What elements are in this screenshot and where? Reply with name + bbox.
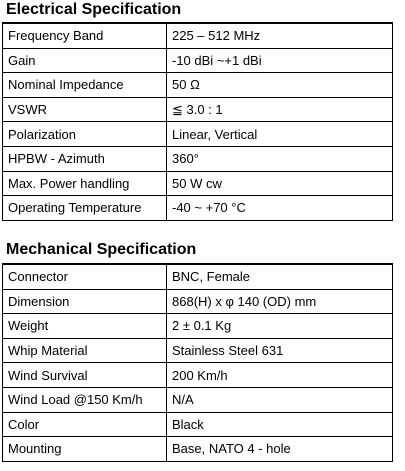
spec-value: BNC, Female [167,264,393,289]
table-row [3,437,393,462]
spec-label: Connector [3,264,167,289]
spec-value: 50 Ω [167,73,393,98]
spec-label: Gain [3,48,167,73]
spec-label: Color [3,412,167,437]
table-row [3,48,393,73]
spec-value: Black [167,412,393,437]
spec-label: Weight [3,314,167,339]
spec-label: Mounting [3,437,167,462]
table-row [3,264,393,289]
table-row [3,412,393,437]
table-row [3,97,393,122]
spec-label: Frequency Band [3,23,167,48]
spec-value: Linear, Vertical [167,122,393,147]
spec-label: Nominal Impedance [3,73,167,98]
table-row [3,314,393,339]
table-row [3,23,393,48]
spec-label: VSWR [3,97,167,122]
electrical-spec-table [2,22,393,221]
table-row [3,338,393,363]
table-row [3,196,393,221]
spec-value: 50 W cw [167,171,393,196]
mechanical-spec-heading: Mechanical Specification [6,241,197,258]
electrical-spec-heading: Electrical Specification [6,1,182,18]
spec-value: N/A [167,387,393,412]
mechanical-spec-table [2,263,393,462]
spec-value: -40 ~ +70 °C [167,196,393,221]
spec-value: 868(H) x φ 140 (OD) mm [167,289,393,314]
table-row [3,289,393,314]
spec-value: 360° [167,146,393,171]
spec-value: 225 – 512 MHz [167,23,393,48]
table-row [3,387,393,412]
spec-label: Max. Power handling [3,171,167,196]
spec-label: HPBW - Azimuth [3,146,167,171]
spec-value: 2 ± 0.1 Kg [167,314,393,339]
table-row [3,122,393,147]
spec-label: Whip Material [3,338,167,363]
spec-label: Wind Survival [3,363,167,388]
spec-value: Stainless Steel 631 [167,338,393,363]
table-row [3,146,393,171]
spec-label: Wind Load @150 Km/h [3,387,167,412]
spec-label: Polarization [3,122,167,147]
spec-value: ≦ 3.0 : 1 [167,97,393,122]
table-row [3,363,393,388]
spec-value: 200 Km/h [167,363,393,388]
spec-value: Base, NATO 4 - hole [167,437,393,462]
spec-label: Dimension [3,289,167,314]
spec-value: -10 dBi ~+1 dBi [167,48,393,73]
table-row [3,73,393,98]
spec-label: Operating Temperature [3,196,167,221]
table-row [3,171,393,196]
